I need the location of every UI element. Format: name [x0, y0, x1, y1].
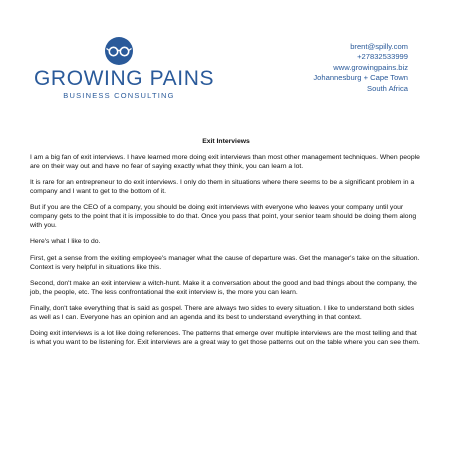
document-title: Exit Interviews	[202, 138, 250, 145]
paragraph: First, get a sense from the exiting employee's manager what the cause of departure was. Get the manager's take on the situation. Context is very helpful in situations like this.	[30, 254, 420, 271]
contact-block	[313, 42, 408, 94]
brand-tagline: BUSINESS CONSULTING	[63, 91, 175, 100]
paragraph: Doing exit interviews is a lot like doing references. The patterns that emerge over multiple interviews are the most telling and that is what you want to be listening for. Exit interviews are a great way to get those patterns out on the table where you can see them.	[30, 330, 420, 347]
paragraph: I am a big fan of exit interviews. I have learned more doing exit interviews than most other management techniques. When people are on their way out and have no fear of saying exactly what they think, you can learn a lot.	[30, 154, 420, 170]
contact-email[interactable]: brent@spilly.com	[350, 42, 408, 51]
paragraph: Second, don't make an exit interview a witch-hunt. Make it a conversation about the good and bad things about the company, the job, the people, etc. The less confrontational the exit interview is, the more you can learn.	[30, 280, 417, 296]
paragraph: But if you are the CEO of a company, you should be doing exit interviews with everyone who leaves your company until your company gets to the point that it is impossible to do that. Once you pass that point, your senior team should be doing them along with you.	[30, 204, 417, 229]
paragraph: Finally, don't take everything that is said as gospel. There are always two sides to every situation. I like to understand both sides as well as I can. Everyone has an opinion and an agenda and its best to understand everything in that context.	[30, 305, 415, 321]
paragraph: Here's what I like to do.	[30, 238, 101, 246]
brand-name: GROWING PAINS	[34, 67, 215, 90]
eyeglasses-icon	[102, 36, 136, 66]
document-body	[30, 138, 422, 356]
contact-country: South Africa	[367, 83, 408, 93]
contact-phone: +27832533999	[357, 52, 408, 62]
contact-cities: Johannesburg + Cape Town	[313, 73, 408, 83]
paragraph: It is rare for an entrepreneur to do exit interviews. I only do them in situations where there seems to be a significant problem in a company and I want to get to the bottom of it.	[30, 179, 415, 195]
contact-website[interactable]: www.growingpains.biz	[333, 62, 408, 72]
company-logo	[34, 36, 215, 101]
